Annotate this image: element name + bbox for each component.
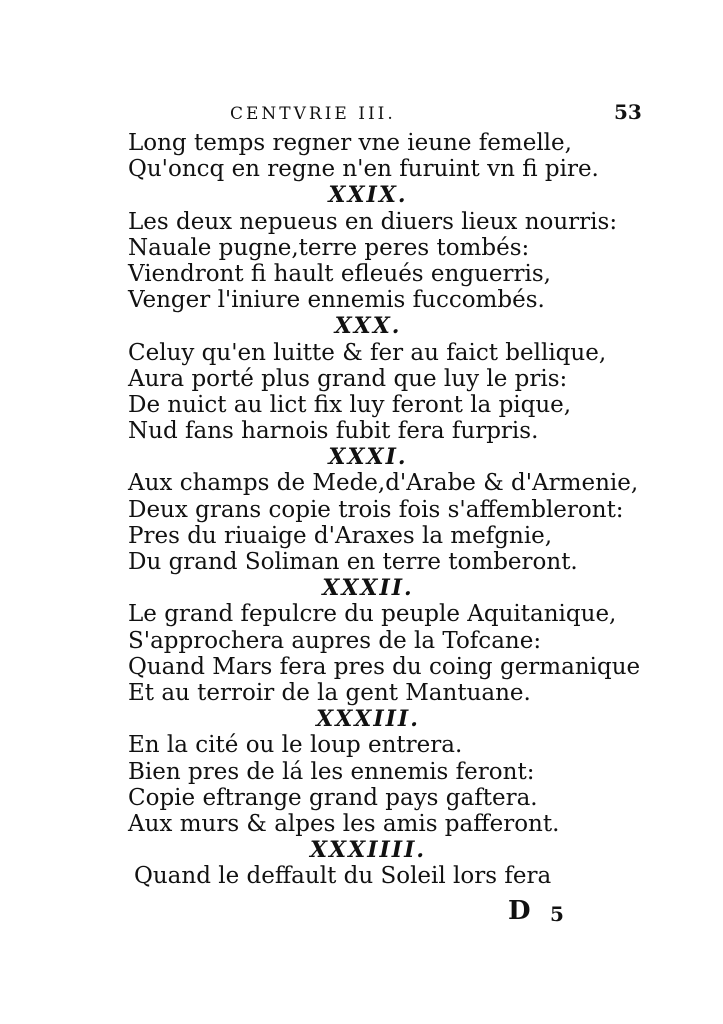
verse-line: Quand Mars fera pres du coing germanique: [128, 653, 641, 680]
verse-line: Du grand Soliman en terre tomberont.: [128, 549, 578, 575]
verse-line: Les deux nepueus en diuers lieux nourris:: [128, 208, 618, 235]
signature-mark: D: [508, 896, 531, 926]
quatrain-numeral: XXIX.: [328, 182, 408, 209]
verse-line: Viendront fi hault efleués enguerris,: [128, 260, 551, 287]
verse-text-block: [128, 130, 641, 890]
verse-line: Copie eftrange grand pays gaftera.: [128, 784, 538, 811]
verse-line: Quand le deffault du Soleil lors fera: [134, 863, 552, 890]
verse-line: Aux champs de Mede,d'Arabe & d'Armenie,: [128, 470, 639, 497]
quatrain-numeral: XXXII.: [322, 575, 414, 602]
verse-line: Celuy qu'en luitte & fer au faict bellique,: [128, 339, 607, 366]
running-head: CENTVRIE III.: [230, 104, 396, 124]
verse-line: Long temps regner vne ieune femelle,: [128, 130, 572, 156]
verse-line: Le grand fepulcre du peuple Aquitanique,: [128, 601, 617, 628]
quatrain-numeral: XXXIIII.: [309, 837, 427, 864]
verse-line: Bien pres de lá les ennemis feront:: [128, 758, 535, 785]
signature-number: 5: [550, 902, 564, 926]
verse-line: Pres du riuaige d'Araxes la mefgnie,: [128, 522, 553, 549]
verse-line: Aura porté plus grand que luy le pris:: [128, 365, 568, 392]
quatrain-numeral: XXXI.: [328, 444, 408, 471]
quatrain-numeral: XXX.: [334, 313, 402, 340]
verse-line: Et au terroir de la gent Mantuane.: [128, 679, 531, 706]
verse-line: Aux murs & alpes les amis pafferont.: [128, 810, 560, 837]
verse-line: S'approchera aupres de la Tofcane:: [128, 627, 542, 654]
verse-line: En la cité ou le loup entrera.: [128, 732, 463, 759]
verse-line: Nauale pugne,terre peres tombés:: [128, 234, 530, 261]
verse-line: Deux grans copie trois fois s'affembleront:: [128, 496, 624, 523]
page-number: 53: [614, 100, 642, 124]
verse-line: Nud fans harnois fubit fera furpris.: [128, 418, 539, 445]
quatrain-numeral: XXXIII.: [316, 706, 420, 733]
verse-line: Venger l'iniure ennemis fuccombés.: [128, 287, 545, 314]
verse-line: De nuict au lict fix luy feront la pique,: [128, 391, 572, 418]
verse-line: Qu'oncq en regne n'en furuint vn fi pire.: [128, 156, 599, 183]
